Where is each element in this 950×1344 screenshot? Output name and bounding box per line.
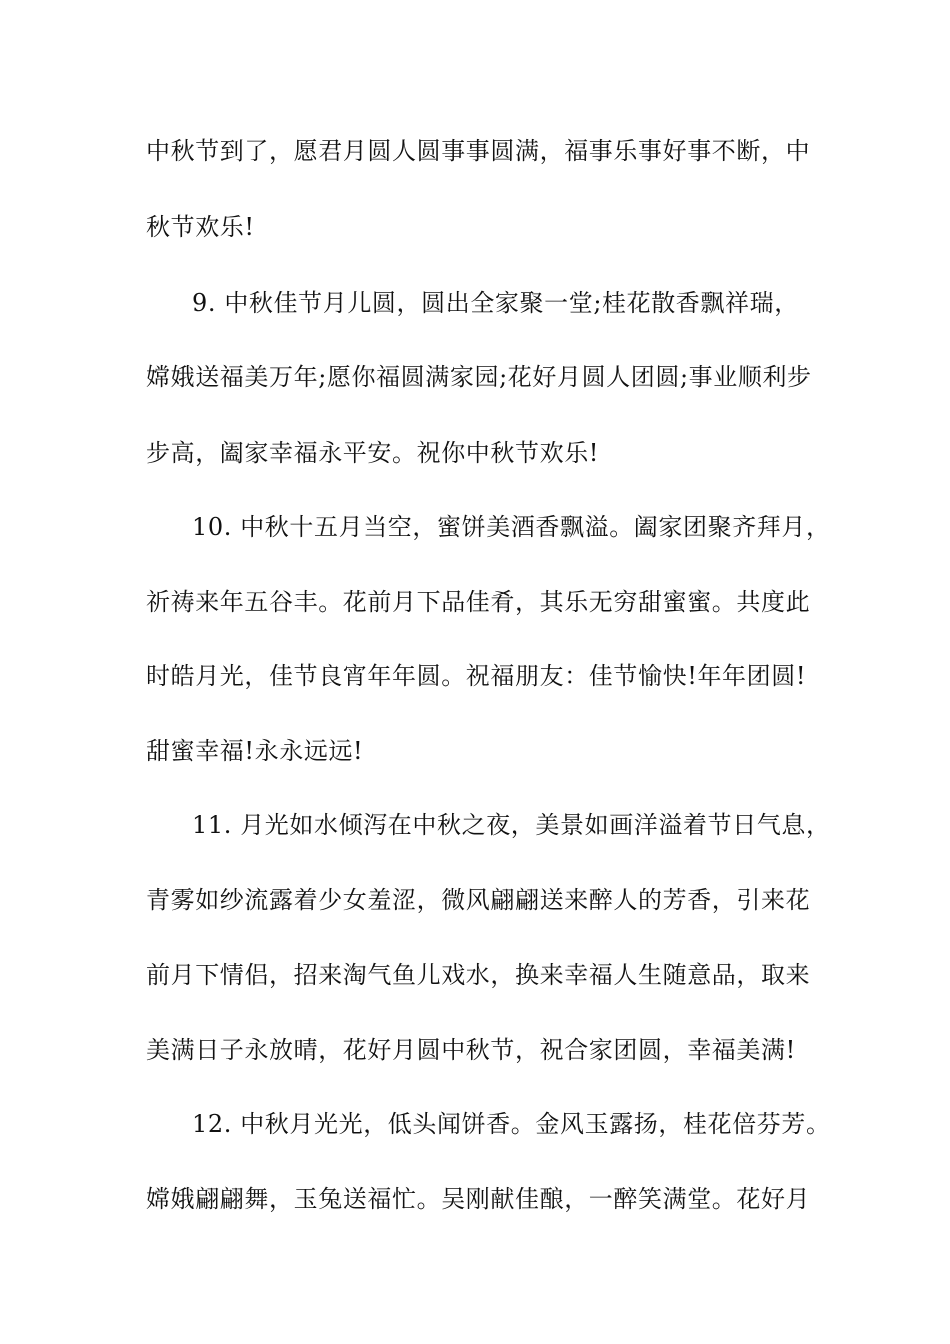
text-line: 嫦娥送福美万年;愿你福圆满家园;花好月圆人团圆;事业顺利步 xyxy=(146,363,812,391)
text-line: 秋节欢乐! xyxy=(146,213,255,241)
text-line: 步高，阖家幸福永平安。祝你中秋节欢乐! xyxy=(146,439,600,467)
list-item-11-line: 11. 月光如水倾泻在中秋之夜，美景如画洋溢着节日气息， xyxy=(192,811,831,839)
text-line: 祈祷来年五谷丰。花前月下品佳肴，其乐无穷甜蜜蜜。共度此 xyxy=(146,588,811,616)
list-item-12-line: 12. 中秋月光光，低头闻饼香。金风玉露扬，桂花倍芬芳。 xyxy=(192,1110,831,1138)
list-item-9-line: 9. 中秋佳节月儿圆，圆出全家聚一堂;桂花散香飘祥瑞， xyxy=(192,289,799,317)
text-line: 前月下情侣，招来淘气鱼儿戏水，换来幸福人生随意品，取来 xyxy=(146,961,811,989)
text-line: 嫦娥翩翩舞，玉兔送福忙。吴刚献佳酿，一醉笑满堂。花好月 xyxy=(146,1185,811,1213)
text-line: 时皓月光，佳节良宵年年圆。祝福朋友：佳节愉快!年年团圆! xyxy=(146,662,807,690)
text-line: 中秋节到了，愿君月圆人圆事事圆满，福事乐事好事不断，中 xyxy=(146,137,811,165)
text-line: 青雾如纱流露着少女羞涩，微风翩翩送来醉人的芳香，引来花 xyxy=(146,886,811,914)
list-item-10-line: 10. 中秋十五月当空，蜜饼美酒香飘溢。阖家团聚齐拜月， xyxy=(192,513,831,541)
text-line: 甜蜜幸福!永永远远! xyxy=(146,737,364,765)
text-line: 美满日子永放晴，花好月圆中秋节，祝合家团圆，幸福美满! xyxy=(146,1036,796,1064)
